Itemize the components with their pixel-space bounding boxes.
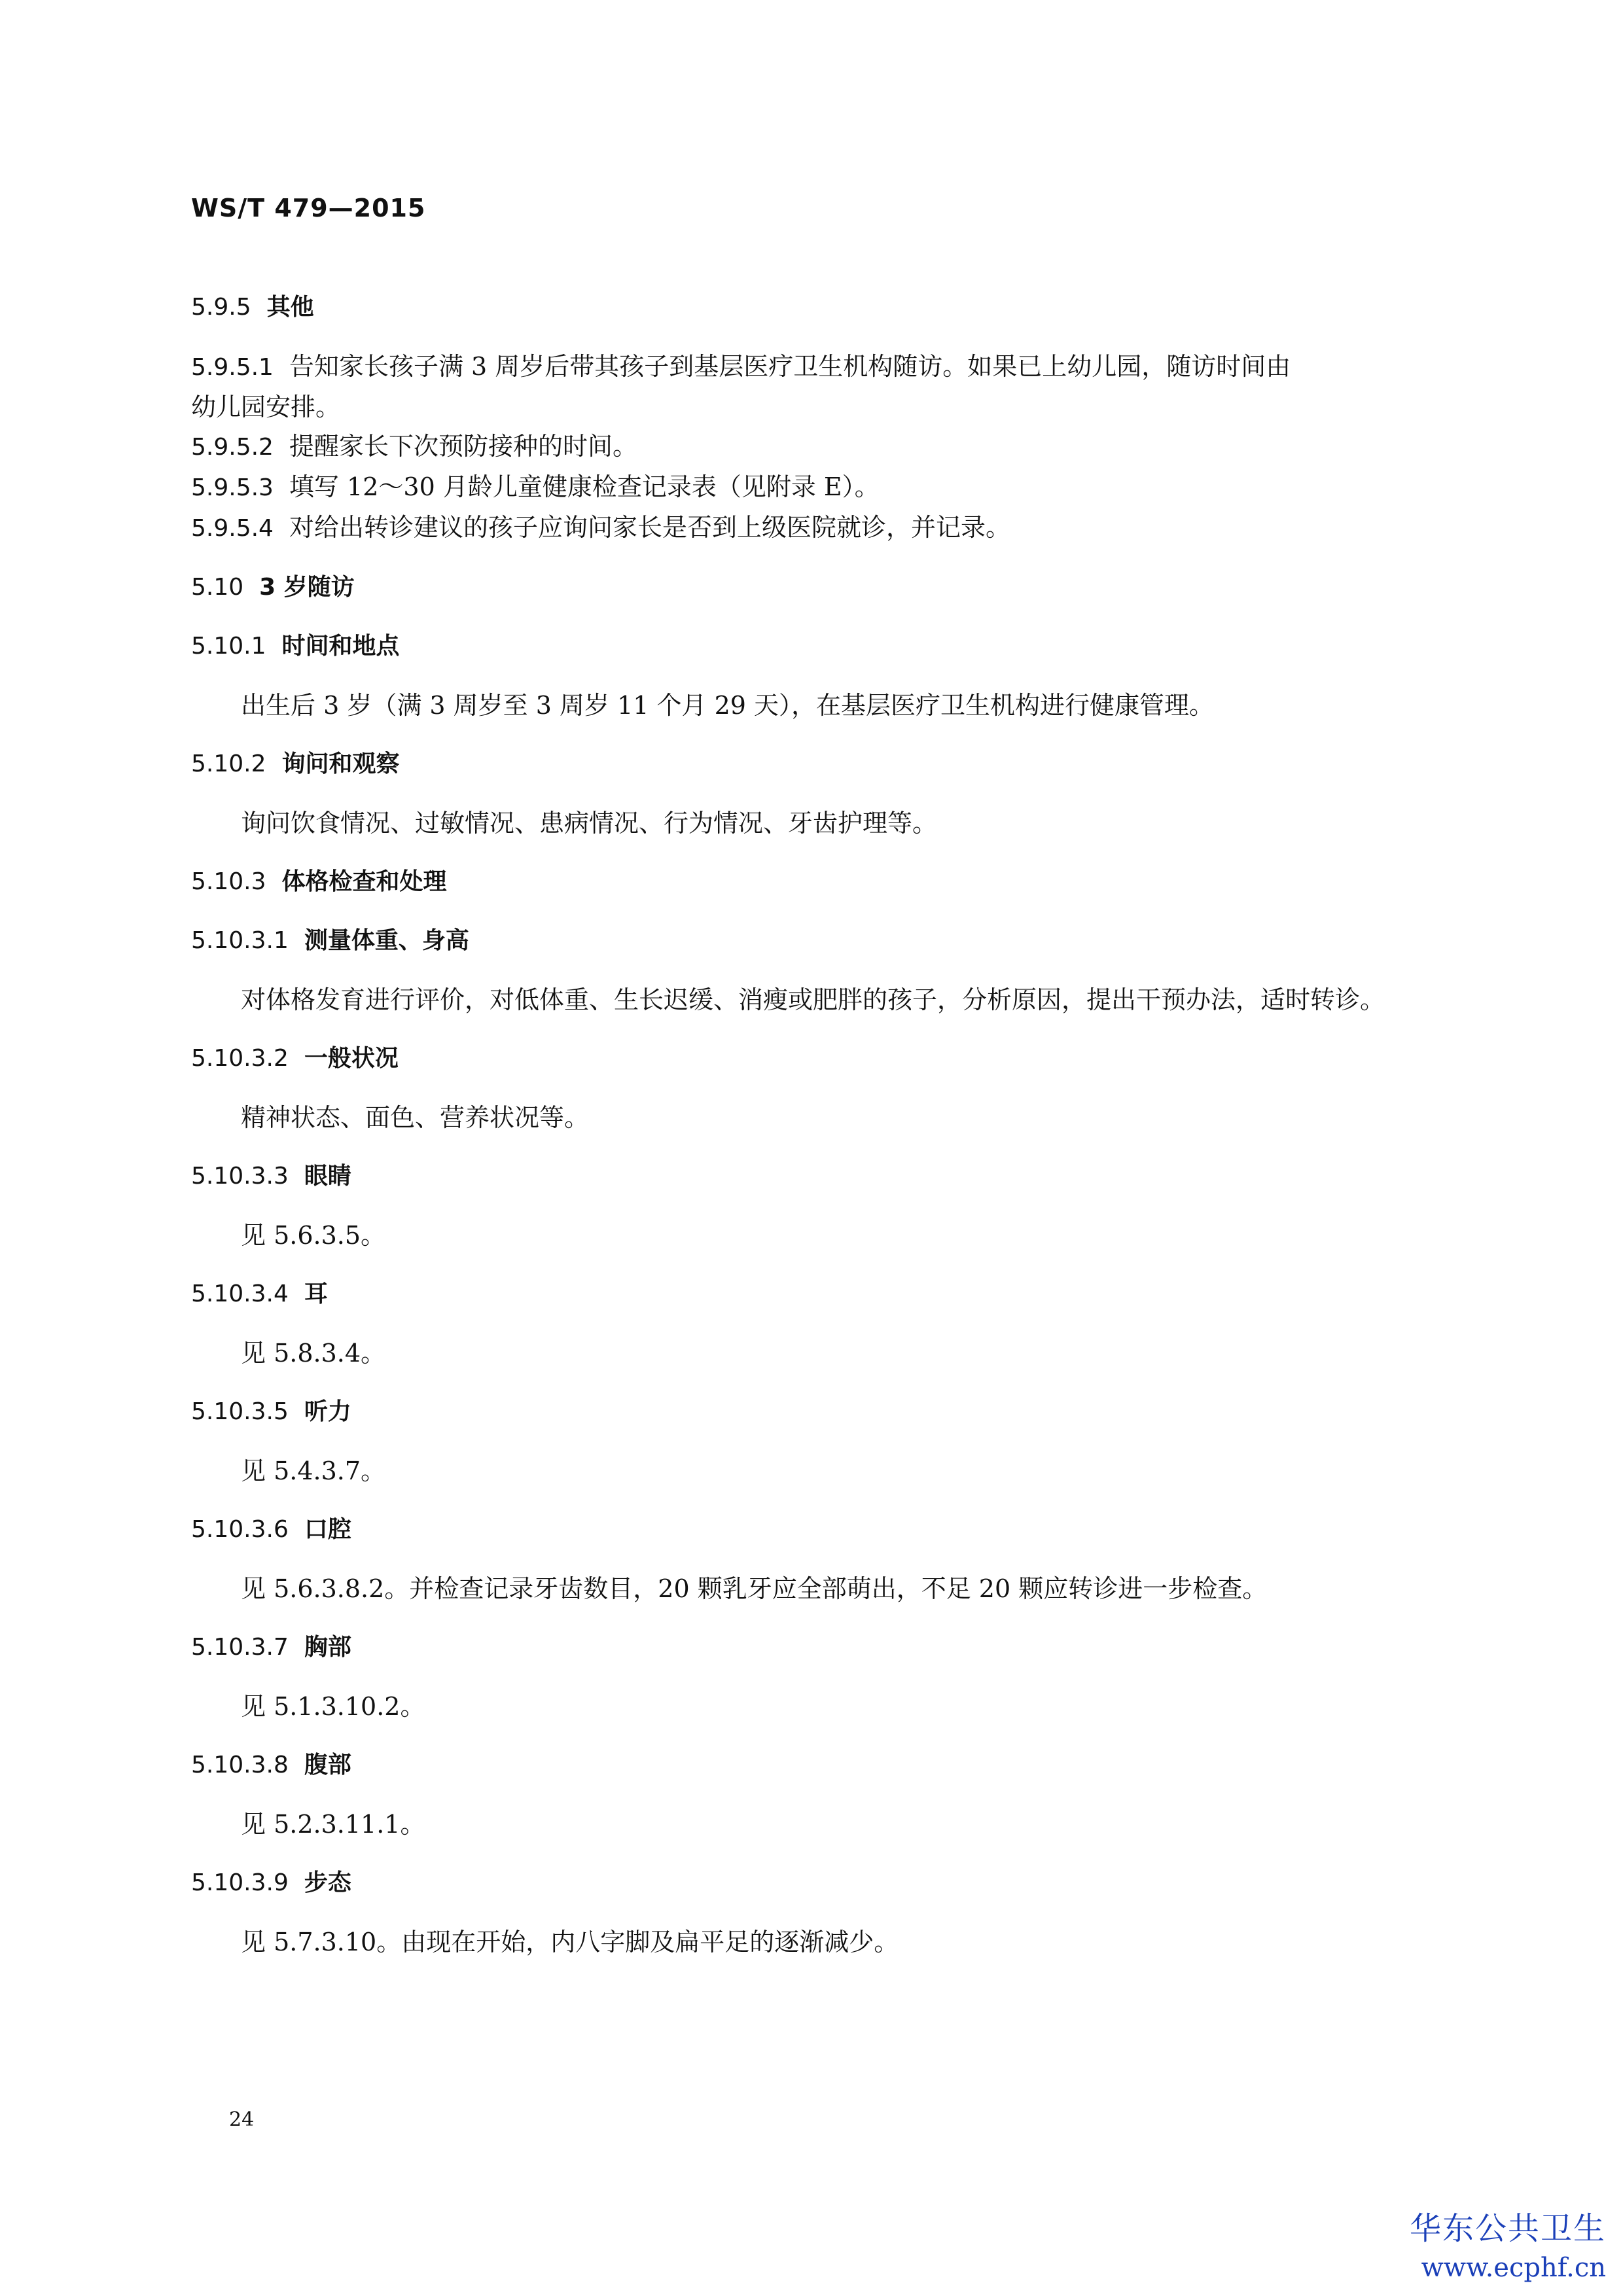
section-heading: 5.10.3.8 腹部	[191, 1752, 351, 1778]
section-heading: 5.10.3.6 口腔	[191, 1516, 351, 1543]
section-heading: 5.10.3.2 一般状况	[191, 1045, 399, 1072]
watermark-name: 华东公共卫生	[1409, 2210, 1606, 2247]
section-heading: 5.10.3.4 耳	[191, 1280, 328, 1307]
watermark-url: www.ecphf.cn	[1421, 2253, 1606, 2283]
paragraph: 见 5.7.3.10。由现在开始，内八字脚及扁平足的逐渐减少。	[241, 1928, 899, 1956]
clause: 5.9.5.2 提醒家长下次预防接种的时间。	[191, 432, 637, 461]
paragraph: 询问饮食情况、过敏情况、患病情况、行为情况、牙齿护理等。	[241, 809, 938, 838]
page-number: 24	[229, 2108, 255, 2131]
paragraph: 精神状态、面色、营养状况等。	[241, 1103, 590, 1132]
clause: 5.9.5.3 填写 12～30 月龄儿童健康检查记录表（见附录 E）。	[191, 472, 880, 501]
section-heading: 5.9.5 其他	[191, 294, 314, 321]
section-heading: 5.10.3.9 步态	[191, 1869, 351, 1896]
paragraph: 见 5.8.3.4。	[241, 1339, 386, 1368]
paragraph: 见 5.2.3.11.1。	[241, 1810, 425, 1839]
paragraph: 见 5.6.3.8.2。并检查记录牙齿数目，20 颗乳牙应全部萌出，不足 20 颗应转诊进一步检查。	[241, 1574, 1268, 1603]
paragraph: 见 5.1.3.10.2。	[241, 1692, 425, 1721]
clause: 5.9.5.4 对给出转诊建议的孩子应询问家长是否到上级医院就诊，并记录。	[191, 513, 1010, 542]
paragraph: 见 5.4.3.7。	[241, 1457, 386, 1485]
section-heading: 5.10 3 岁随访	[191, 574, 355, 601]
paragraph: 对体格发育进行评价，对低体重、生长迟缓、消瘦或肥胖的孩子，分析原因，提出干预办法，适时转诊。	[241, 985, 1385, 1014]
paragraph: 见 5.6.3.5。	[241, 1221, 386, 1250]
section-heading: 5.10.3.5 听力	[191, 1398, 351, 1425]
section-heading: 5.10.3.1 测量体重、身高	[191, 927, 469, 954]
watermark	[1410, 2207, 1606, 2286]
section-heading: 5.10.3.3 眼睛	[191, 1163, 351, 1190]
section-heading: 5.10.3 体格检查和处理	[191, 868, 447, 895]
document-code: WS/T 479—2015	[191, 194, 426, 222]
clause-continuation: 幼儿园安排。	[191, 393, 341, 421]
section-heading: 5.10.1 时间和地点	[191, 633, 400, 660]
clause: 5.9.5.1 告知家长孩子满 3 周岁后带其孩子到基层医疗卫生机构随访。如果已上幼儿园，随访时间由	[191, 352, 1291, 381]
section-heading: 5.10.2 询问和观察	[191, 751, 400, 777]
paragraph: 出生后 3 岁（满 3 周岁至 3 周岁 11 个月 29 天），在基层医疗卫生机构进行健康管理。	[241, 691, 1215, 720]
section-heading: 5.10.3.7 胸部	[191, 1634, 351, 1661]
document-body	[191, 288, 1448, 1962]
